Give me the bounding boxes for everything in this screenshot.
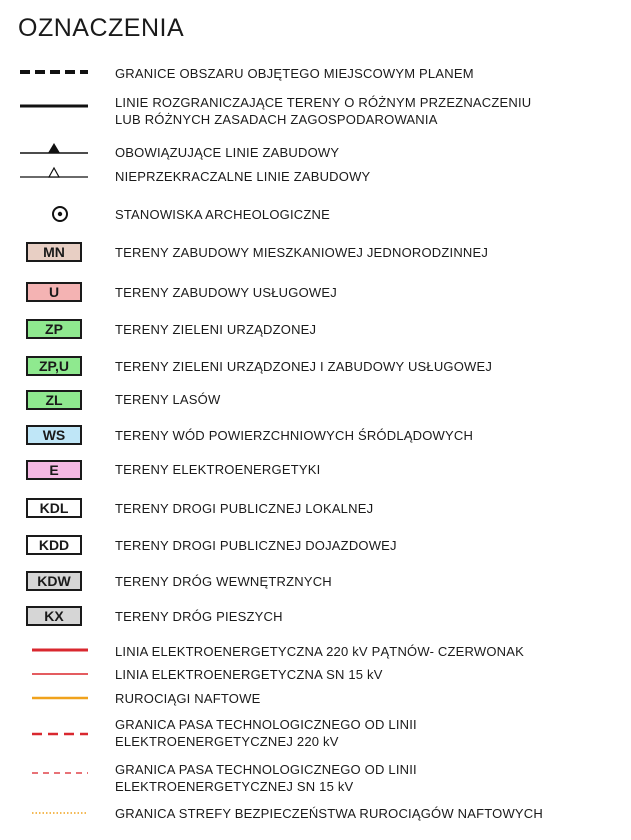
legend-label: OBOWIĄZUJĄCE LINIE ZABUDOWY bbox=[115, 145, 340, 160]
legend-label: LINIA ELEKTROENERGETYCZNA SN 15 kV bbox=[115, 667, 383, 682]
legend-label: TERENY LASÓW bbox=[115, 392, 221, 407]
dashed-thick-line-symbol bbox=[18, 62, 90, 86]
zone-code-box: MN bbox=[26, 242, 82, 262]
legend-label: TERENY DROGI PUBLICZNEJ DOJAZDOWEJ bbox=[115, 538, 397, 553]
archaeological-site-icon bbox=[18, 203, 90, 227]
zone-code-box: ZP,U bbox=[26, 356, 82, 376]
legend-title: OZNACZENIA bbox=[18, 14, 185, 42]
red-dashed-thin-line-symbol bbox=[18, 761, 90, 785]
zone-code-box: E bbox=[26, 460, 82, 480]
zone-code-box: ZP bbox=[26, 319, 82, 339]
zone-code-box: ZL bbox=[26, 390, 82, 410]
zone-code-box: KDD bbox=[26, 535, 82, 555]
legend-label: RUROCIĄGI NAFTOWE bbox=[115, 691, 261, 706]
zone-code-box: KX bbox=[26, 606, 82, 626]
zone-code-box: WS bbox=[26, 425, 82, 445]
legend-label: TERENY ELEKTROENERGETYKI bbox=[115, 462, 321, 477]
red-thick-line-symbol bbox=[18, 640, 90, 664]
zone-code-box: U bbox=[26, 282, 82, 302]
legend-label-line2: LUB RÓŻNYCH ZASADACH ZAGOSPODAROWANIA bbox=[115, 112, 438, 127]
legend-label: TERENY WÓD POWIERZCHNIOWYCH ŚRÓDLĄDOWYCH bbox=[115, 428, 474, 443]
legend-label: GRANICE OBSZARU OBJĘTEGO MIEJSCOWYM PLANEM bbox=[115, 66, 474, 81]
legend-label: TERENY DROGI PUBLICZNEJ LOKALNEJ bbox=[115, 501, 374, 516]
red-thin-line-symbol bbox=[18, 664, 90, 688]
legend-label: GRANICA STREFY BEZPIECZEŃSTWA RUROCIĄGÓW NAFTOWYCH bbox=[115, 806, 543, 821]
legend-label-line2: ELEKTROENERGETYCZNEJ SN 15 kV bbox=[115, 779, 354, 794]
legend-label: GRANICA PASA TECHNOLOGICZNEGO OD LINII bbox=[115, 762, 417, 777]
solid-thick-line-symbol bbox=[18, 94, 90, 118]
legend-label: LINIA ELEKTROENERGETYCZNA 220 kV PĄTNÓW- CZERWONAK bbox=[115, 644, 524, 659]
orange-line-symbol bbox=[18, 688, 90, 712]
legend-label: LINIE ROZGRANICZAJĄCE TERENY O RÓŻNYM PRZEZNACZENIU bbox=[115, 95, 532, 110]
hollow-triangle-line-symbol bbox=[18, 165, 90, 189]
orange-dotted-line-symbol bbox=[18, 803, 90, 827]
legend-label: NIEPRZEKRACZALNE LINIE ZABUDOWY bbox=[115, 169, 371, 184]
legend-label-line2: ELEKTROENERGETYCZNEJ 220 kV bbox=[115, 734, 339, 749]
legend-label: TERENY ZABUDOWY MIESZKANIOWEJ JEDNORODZINNEJ bbox=[115, 245, 489, 260]
solid-triangle-line-symbol bbox=[18, 141, 90, 165]
legend-label: TERENY DRÓG PIESZYCH bbox=[115, 609, 283, 624]
legend-label: STANOWISKA ARCHEOLOGICZNE bbox=[115, 207, 330, 222]
legend-label: TERENY ZIELENI URZĄDZONEJ I ZABUDOWY USŁUGOWEJ bbox=[115, 359, 493, 374]
legend-label: GRANICA PASA TECHNOLOGICZNEGO OD LINII bbox=[115, 717, 417, 732]
zone-code-box: KDL bbox=[26, 498, 82, 518]
zone-code-box: KDW bbox=[26, 571, 82, 591]
red-dashed-thick-line-symbol bbox=[18, 716, 90, 740]
legend-label: TERENY ZIELENI URZĄDZONEJ bbox=[115, 322, 317, 337]
legend-label: TERENY ZABUDOWY USŁUGOWEJ bbox=[115, 285, 337, 300]
legend-label: TERENY DRÓG WEWNĘTRZNYCH bbox=[115, 574, 332, 589]
